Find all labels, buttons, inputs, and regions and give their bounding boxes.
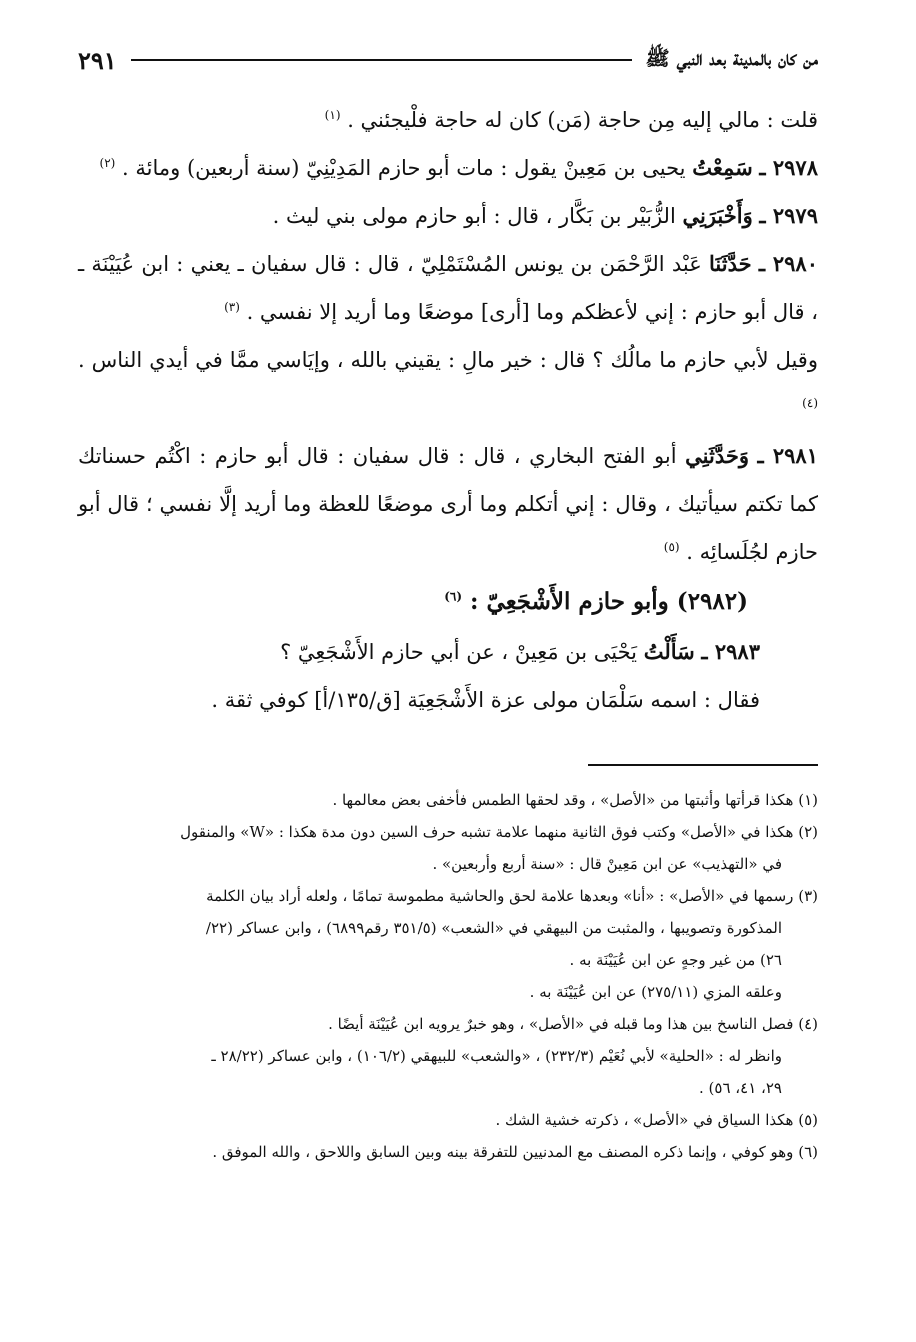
footnote-text: هكذا قرأتها وأثبتها من «الأصل» ، وقد لحقها الطمس فأخفى بعض معالمها .: [332, 791, 794, 809]
paragraph: [78, 192, 818, 240]
paragraph-text: الزُّبَيْر بن بَكَّار ، قال : أبو حازم مولى بني ليث .: [272, 204, 676, 228]
footnote-number: (٣): [798, 887, 818, 905]
paragraph-text: عَبْد الرَّحْمَن بن يونس المُسْتَمْلِيّ ، قال : قال سفيان ـ يعني : ابن عُيَيْنَة ـ ، قال أبو حازم : إني لأعظكم وما [أرى] موضعًا وما أريد إلا نفسي .: [78, 252, 818, 324]
footnote-divider: [588, 764, 818, 766]
footnote-text: هكذا السياق في «الأصل» ، ذكرته خشية الشك .: [495, 1111, 794, 1129]
paragraph: [78, 676, 818, 724]
footnotes: [78, 784, 818, 1168]
entry-number: ٢٩٨٠ ـ: [758, 251, 818, 276]
footnote-text: وعلقه المزي (٢٧٥/١١) عن ابن عُيَيْنَة به .: [529, 983, 782, 1001]
footnote-text: وانظر له : «الحلية» لأبي نُعَيْم (٢٣٢/٣) ، «والشعب» للبيهقي (١٠٦/٢) ، وابن عساكر (٢٨/٢٢ ـ: [211, 1047, 782, 1065]
footnote-number: (١): [798, 791, 818, 809]
running-header: [78, 38, 818, 82]
footnote-text: رسمها في «الأصل» : «أنا» وبعدها علامة لحق والحاشية مطموسة تمامًا ، ولعله أراد بيان الكلمة: [206, 887, 794, 905]
page-number: ٢٩١: [78, 45, 117, 75]
footnote-number: (٢): [798, 823, 818, 841]
paragraph-text: فقال : اسمه سَلْمَان مولى عزة الأَشْجَعِيَة [ق/١٣٥/أ] كوفي ثقة .: [211, 688, 760, 712]
entry-lead: حَدَّثَنَا: [709, 251, 752, 276]
footnote-text: في «التهذيب» عن ابن مَعِينْ قال : «سنة أربع وأربعين» .: [432, 855, 782, 873]
footnote-ref: (٦): [444, 589, 463, 604]
paragraph: [78, 240, 818, 336]
entry-number: ٢٩٨٣ ـ: [701, 639, 760, 664]
footnote-text: ٢٦) من غير وجهٍ عن ابن عُيَيْنَة به .: [569, 951, 782, 969]
main-text: [78, 96, 818, 724]
header-rule: [131, 59, 632, 61]
footnote-text: فصل الناسخ بين هذا وما قبله في «الأصل» ، وهو خبرٌ يرويه ابن عُيَيْنَة أيضًا .: [328, 1015, 794, 1033]
footnote-text: هكذا في «الأصل» وكتب فوق الثانية منهما علامة تشبه حرف السين دون مدة هكذا : «W» والمنقول: [180, 823, 794, 841]
footnote: [78, 816, 818, 848]
footnote-ref: (٥): [663, 540, 680, 554]
footnote-ref: (٢): [99, 156, 116, 170]
footnote: [78, 880, 818, 912]
footnote-continuation: [78, 1072, 818, 1104]
footnote: [78, 1008, 818, 1040]
footnote-continuation: [78, 848, 818, 880]
footnote-continuation: [78, 1040, 818, 1072]
entry-number: ٢٩٧٩ ـ: [759, 203, 818, 228]
footnote-ref: (٤): [802, 396, 818, 410]
paragraph: [78, 628, 818, 676]
section-heading: [78, 576, 818, 628]
footnote-text: ٢٩، ٤١، ٥٦) .: [699, 1079, 782, 1097]
entry-lead: وَحَدَّثَنِي: [685, 443, 749, 468]
footnote: [78, 1104, 818, 1136]
footnote-number: (٥): [798, 1111, 818, 1129]
footnote-number: (٤): [798, 1015, 818, 1033]
footnote-continuation: [78, 944, 818, 976]
entry-lead: سَمِعْتُ: [692, 155, 753, 180]
footnote: [78, 1136, 818, 1168]
section-heading-text: (٢٩٨٢) وأبو حازم الأَشْجَعِيّ :: [470, 588, 748, 615]
entry-lead: سَأَلْتُ: [643, 639, 695, 664]
footnote-number: (٦): [798, 1143, 818, 1161]
footnote-ref: (١): [324, 108, 341, 122]
paragraph: [78, 96, 818, 144]
paragraph-text: قلت : مالي إليه مِن حاجة (مَن) كان له حاجة فلْيجئني .: [347, 108, 818, 132]
footnote-ref: (٣): [224, 300, 240, 314]
footnote: [78, 784, 818, 816]
paragraph-text: يحيى بن مَعِينْ يقول : مات أبو حازم المَدِيْنِيّ (سنة أربعين) ومائة .: [122, 156, 686, 180]
paragraph-text: يَحْيَى بن مَعِينْ ، عن أبي حازم الأَشْجَعِيّ ؟: [280, 640, 638, 664]
entry-number: ٢٩٧٨ ـ: [759, 155, 818, 180]
paragraph: [78, 144, 818, 192]
footnote-continuation: [78, 912, 818, 944]
paragraph-text: وقيل لأبي حازم ما مالُك ؟ قال : خير مالِ : يقيني بالله ، وإيَاسي ممَّا في أيدي الناس .: [78, 348, 818, 372]
entry-number: ٢٩٨١ ـ: [757, 443, 818, 468]
paragraph: [78, 336, 818, 432]
paragraph: [78, 432, 818, 576]
paragraph-text: أبو الفتح البخاري ، قال : قال سفيان : قال أبو حازم : اكْتُم حسناتك كما تكتم سيأتيك ، وقال : إني أتكلم وما أرى موضعًا للعظة وما أريد إلَّا نفسي ؛ قال أبو حازم لجُلَسائِه .: [78, 444, 818, 564]
page: [78, 38, 818, 1168]
footnote-text: المذكورة وتصويبها ، والمثبت من البيهقي في «الشعب» (٣٥١/٥ رقم٦٨٩٩) ، وابن عساكر (٢٢/: [205, 919, 782, 937]
footnote-text: وهو كوفي ، وإنما ذكره المصنف مع المدنيين للتفرقة بينه وبين السابق واللاحق ، والله الموفق .: [212, 1143, 794, 1161]
header-title: من كان بالمدينة بعد النبي ﷺ: [645, 45, 818, 70]
footnote-continuation: [78, 976, 818, 1008]
entry-lead: وَأَخْبَرَنِي: [682, 203, 753, 228]
